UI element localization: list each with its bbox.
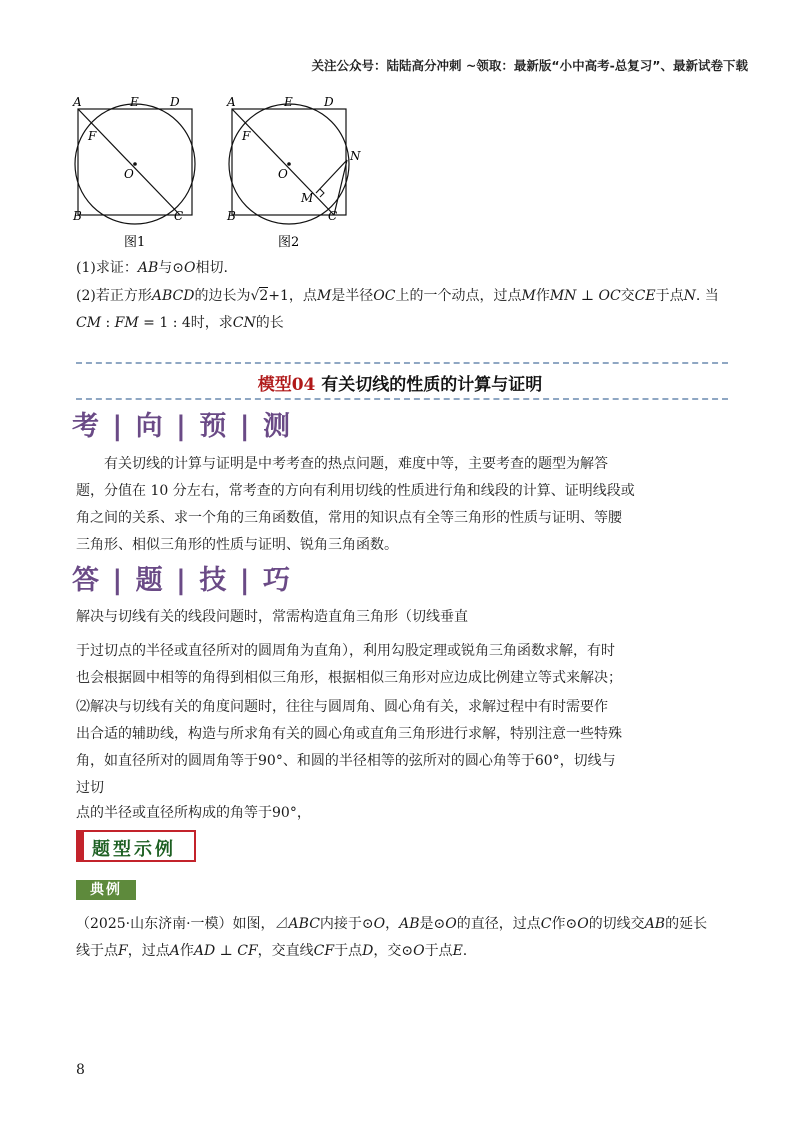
sqrt-value: 2 <box>259 288 269 304</box>
circle-symbol: ⊙ <box>361 916 374 932</box>
q1-math-o: O <box>183 260 196 276</box>
ex-math: E <box>452 943 463 959</box>
ex-math: F <box>118 943 128 959</box>
tips-line: 于过切点的半径或直径所对的圆周角为直角），利用勾股定理或锐角三角函数求解，有时 <box>76 643 615 659</box>
type-example-badge-label: 题型示例 <box>92 839 176 860</box>
ex-math: O <box>577 916 589 932</box>
fig1-label-a: A <box>73 95 82 109</box>
tips-paragraph-4 <box>76 800 736 827</box>
ex-text: . <box>462 943 468 959</box>
tips-line: 点的半径或直径所构成的角等于90°， <box>76 805 311 821</box>
example-question <box>76 911 756 965</box>
ex-math: CF <box>313 943 335 959</box>
fig2-caption: 图2 <box>278 235 300 250</box>
q2-math: MN ⊥ OC <box>549 288 621 304</box>
q2-text: 于点 <box>655 288 684 304</box>
ex-math: AB <box>644 916 666 932</box>
question-2 <box>76 283 736 337</box>
ex-text: ，交直线 <box>257 943 314 959</box>
fig2-label-a: A <box>227 95 236 109</box>
divider-bottom <box>76 398 728 400</box>
example-source: （2025·山东济南·一模）如图， <box>76 916 275 932</box>
q2-math: CN <box>232 315 256 331</box>
q2-math: CM <box>76 315 102 331</box>
fig1-label-c: C <box>174 209 184 223</box>
fig2-label-o: O <box>278 167 288 181</box>
ex-text: 的延长 <box>665 916 708 932</box>
q2-text: 上的一个动点，过点 <box>395 288 522 304</box>
badge-accent <box>78 832 84 860</box>
fig2-label-d: D <box>324 95 334 109</box>
q2-math-abcd: ABCD <box>151 288 195 304</box>
ex-math: AD ⊥ CF <box>193 943 258 959</box>
forecast-line: 三角形、相似三角形的性质与证明、锐角三角函数。 <box>76 537 398 553</box>
divider-top <box>76 362 728 364</box>
type-example-badge <box>76 830 196 862</box>
q1-math-ab: AB <box>137 260 159 276</box>
q2-text: 的边长为 <box>194 288 251 304</box>
model-number: 04 <box>291 375 316 395</box>
tips-line: 解决与切线有关的线段问题时，常需构造直角三角形（切线垂直 <box>76 609 468 625</box>
q2-text: 是半径 <box>331 288 374 304</box>
forecast-line: 角之间的关系、求一个角的三角函数值，常用的知识点有全等三角形的性质与证明、等腰 <box>76 510 622 526</box>
fig1-caption: 图1 <box>124 235 146 250</box>
q2-text: 交 <box>620 288 635 304</box>
q1-mid: 与 <box>158 260 173 276</box>
ex-text: 的直径，过点 <box>456 916 541 932</box>
ex-text: 作 <box>179 943 194 959</box>
ex-math: A <box>169 943 180 959</box>
fig2-label-n: N <box>350 149 361 163</box>
triangle-symbol: ⊿ <box>274 916 289 932</box>
figure-1 <box>66 92 206 252</box>
fig2-label-c: C <box>328 209 338 223</box>
q2-math: M <box>521 288 536 304</box>
circle-symbol: ⊙ <box>433 916 446 932</box>
forecast-heading: 考 | 向 | 预 | 测 <box>72 411 292 442</box>
ex-text: 于点 <box>334 943 363 959</box>
q2-text: = 1 : 4时，求 <box>138 315 233 331</box>
model-title-text: 有关切线的性质的计算与证明 <box>321 375 543 395</box>
q2-text: +1，点 <box>268 288 317 304</box>
fig1-label-f: F <box>88 129 97 143</box>
typical-example-badge: 典例 <box>76 880 136 900</box>
fig2-label-b: B <box>227 209 236 223</box>
q2-text: : <box>101 315 115 331</box>
fig2-label-m: M <box>301 191 314 205</box>
tips-heading: 答 | 题 | 技 | 巧 <box>72 565 292 596</box>
model-title <box>0 370 800 395</box>
circle-symbol: ⊙ <box>401 943 414 959</box>
forecast-line: 有关切线的计算与证明是中考考查的热点问题，难度中等，主要考查的题型为解答 <box>104 456 608 472</box>
ex-math: ABC <box>288 916 320 932</box>
page-header: 关注公众号：陆陆高分冲刺 ~领取：最新版“小中高考-总复习”、最新试卷下载 <box>311 58 748 73</box>
tips-line: 过切 <box>76 780 104 796</box>
tips-line: ⑵解决与切线有关的角度问题时，往往与圆周角、圆心角有关，求解过程中有时需要作 <box>76 699 608 715</box>
ex-text: 的切线交 <box>588 916 645 932</box>
circle-symbol: ⊙ <box>565 916 578 932</box>
tips-paragraph-2 <box>76 638 736 692</box>
q2-text: 作 <box>535 288 550 304</box>
tips-line: 出合适的辅助线，构造与所求角有关的圆心角或直角三角形进行求解，特别注意一些特殊 <box>76 726 622 742</box>
q1-prefix: (1)求证： <box>76 260 138 276</box>
q2-math: FM <box>114 315 139 331</box>
ex-math: O <box>445 916 457 932</box>
ex-text: 作 <box>551 916 566 932</box>
forecast-line: 题，分值在 10 分左右，常考查的方向有利用切线的性质进行角和线段的计算、证明线段或 <box>76 483 635 499</box>
tips-line: 也会根据圆中相等的角得到相似三角形，根据相似三角形对应边成比例建立等式来解决； <box>76 670 622 686</box>
fig1-label-b: B <box>73 209 82 223</box>
q2-math-arc-ce: CE <box>634 288 656 304</box>
q2-prefix: (2)若正方形 <box>76 288 152 304</box>
tips-paragraph-1 <box>76 604 736 631</box>
q1-suffix: 相切. <box>195 260 228 276</box>
fig2-label-f: F <box>242 129 251 143</box>
tips-line: 角，如直径所对的圆周角等于90°、和圆的半径相等的弦所对的圆心角等于60°，切线与 <box>76 753 616 769</box>
forecast-paragraph <box>76 451 736 559</box>
ex-math: O <box>373 916 386 932</box>
ex-math: C <box>540 916 552 932</box>
q2-math: OC <box>373 288 396 304</box>
ex-math: O <box>413 943 425 959</box>
fig2-label-e: E <box>284 95 293 109</box>
ex-math: D <box>362 943 374 959</box>
fig1-label-d: D <box>170 95 180 109</box>
model-label: 模型 <box>257 375 292 395</box>
ex-text: 内接于 <box>319 916 362 932</box>
sqrt-symbol: √ <box>250 288 260 304</box>
ex-math: AB <box>399 916 420 932</box>
question-1 <box>76 255 736 282</box>
ex-text: ，过点 <box>127 943 170 959</box>
q2-math: N <box>683 288 696 304</box>
page-number: 8 <box>76 1062 85 1078</box>
ex-text: ，交 <box>373 943 402 959</box>
ex-text: 是 <box>419 916 434 932</box>
ex-text: 线于点 <box>76 943 118 959</box>
figure-2 <box>220 92 370 252</box>
q2-math: M <box>316 288 332 304</box>
ex-text: 于点 <box>424 943 453 959</box>
circle-symbol: ⊙ <box>172 260 184 276</box>
ex-text: ， <box>385 916 400 932</box>
q2-text: 的长 <box>255 315 284 331</box>
q2-text: . 当 <box>695 288 719 304</box>
fig1-label-o: O <box>124 167 134 181</box>
fig1-label-e: E <box>130 95 139 109</box>
tips-paragraph-3 <box>76 694 736 802</box>
